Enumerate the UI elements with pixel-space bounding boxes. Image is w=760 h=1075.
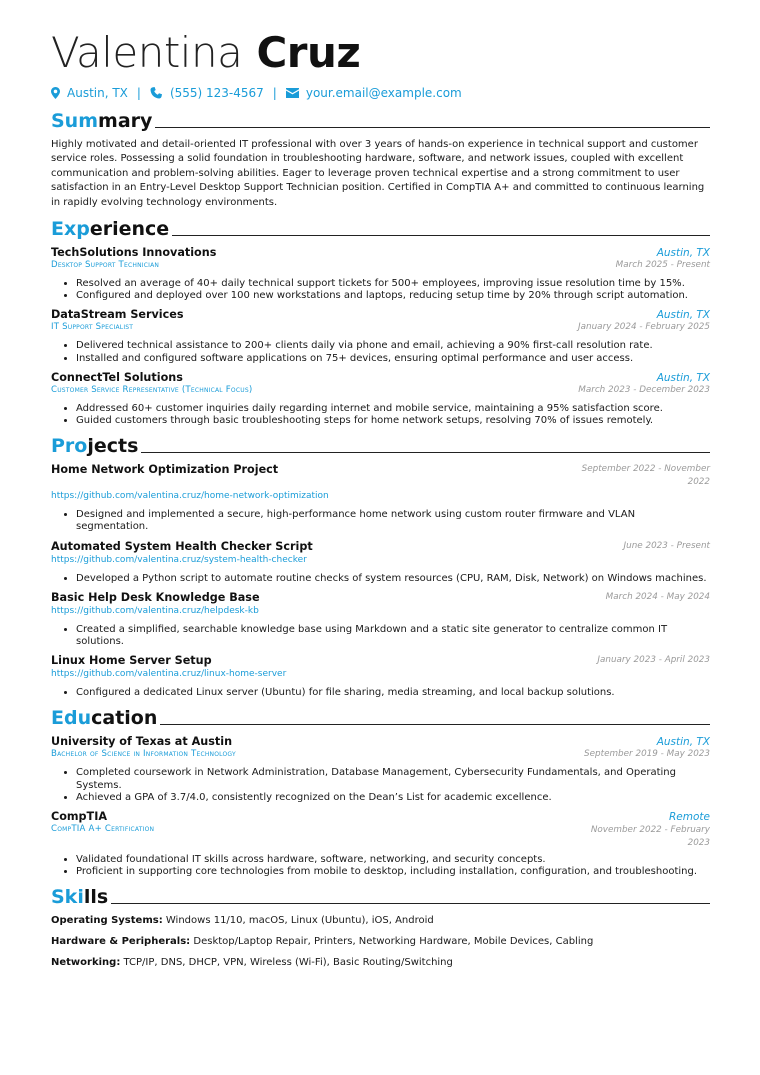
experience-heading — [51, 216, 710, 240]
title-rest: erience — [89, 218, 170, 241]
bullet-item: • Guided customers through basic troubleshooting steps for home network setups, resolving 70% of issues remotely. — [76, 415, 710, 427]
contact-phone[interactable] — [150, 86, 264, 100]
education-dates: September 2019 - May 2023 — [584, 749, 710, 760]
section-rule — [111, 903, 710, 904]
project-entry — [51, 591, 710, 648]
education-dates — [591, 824, 710, 850]
last-name: Cruz — [256, 28, 361, 77]
section-title — [51, 435, 138, 457]
job-location: Austin, TX — [656, 247, 710, 260]
job-title: Customer Service Representative (Technical Focus) — [51, 384, 253, 395]
section-title — [51, 110, 152, 132]
location-text: Austin, TX — [67, 86, 128, 100]
email-text: your.email@example.com — [305, 86, 462, 100]
contact-separator: | — [136, 86, 141, 100]
date-line: 2023 — [687, 838, 710, 849]
date-line: November 2022 - February — [590, 825, 710, 836]
skill-label: Networking: — [51, 957, 121, 969]
skills-list — [51, 914, 710, 969]
company-name: DataStream Services — [51, 308, 184, 322]
date-line: September 2022 - November — [581, 464, 710, 475]
section-title — [51, 218, 169, 240]
bullet-list — [51, 767, 710, 804]
map-pin-icon — [51, 87, 60, 99]
skill-value: TCP/IP, DNS, DHCP, VPN, Wireless (Wi-Fi), Basic Routing/Switching — [123, 957, 453, 969]
title-accent: Exp — [51, 218, 90, 241]
bullet-item: • Created a simplified, searchable knowledge base using Markdown and a static site generator to centralize common IT solutions. — [76, 624, 710, 648]
job-dates: March 2023 - December 2023 — [578, 384, 710, 395]
job-dates: January 2024 - February 2025 — [578, 322, 710, 333]
bullet-list — [51, 340, 710, 364]
project-link[interactable]: https://github.com/valentina.cruz/helpdesk-kb — [51, 605, 259, 616]
bullet-item: • Developed a Python script to automate routine checks of system resources (CPU, RAM, Disk, Network) on Windows machines. — [76, 573, 710, 585]
title-accent: Sum — [51, 110, 99, 132]
section-rule — [160, 724, 710, 725]
project-name: Basic Help Desk Knowledge Base — [51, 590, 260, 604]
degree-title: Bachelor of Science in Information Technology — [51, 749, 236, 760]
experience-entry — [51, 371, 710, 427]
bullet-item: • Proficient in supporting core technologies from mobile to desktop, including installation, configuration, and troubleshooting. — [76, 866, 710, 878]
section-title — [51, 707, 157, 729]
job-dates: March 2025 - Present — [615, 260, 710, 271]
institution-name: CompTIA — [51, 810, 108, 824]
title-rest: mary — [98, 110, 153, 132]
bullet-list — [51, 573, 710, 585]
job-location: Austin, TX — [656, 309, 710, 322]
section-rule — [155, 127, 710, 128]
phone-text: (555) 123-4567 — [169, 86, 264, 100]
skill-line — [51, 956, 710, 969]
title-accent: Ski — [51, 886, 84, 909]
candidate-name — [51, 0, 710, 78]
project-dates: January 2023 - April 2023 — [597, 655, 710, 666]
skill-value: Windows 11/10, macOS, Linux (Ubuntu), iOS, Android — [165, 915, 434, 927]
project-dates: March 2024 - May 2024 — [605, 591, 710, 602]
first-name: Valentina — [51, 28, 243, 77]
institution-name: University of Texas at Austin — [51, 735, 233, 749]
institution-location: Austin, TX — [656, 736, 710, 749]
bullet-item: • Delivered technical assistance to 200+ clients daily via phone and email, achieving a 90% first-call resolution rate. — [76, 340, 710, 352]
bullet-list — [51, 278, 710, 302]
skill-line — [51, 914, 710, 927]
institution-location: Remote — [669, 811, 710, 824]
skills-heading — [51, 884, 710, 908]
company-name: ConnectTel Solutions — [51, 370, 183, 384]
bullet-item: • Configured a dedicated Linux server (Ubuntu) for file sharing, media streaming, and local backup solutions. — [76, 687, 710, 699]
project-entry — [51, 540, 710, 585]
summary-heading — [51, 108, 710, 132]
job-location: Austin, TX — [656, 371, 710, 384]
contact-separator: | — [272, 86, 277, 100]
job-title: Desktop Support Technician — [51, 260, 160, 271]
summary-text: Highly motivated and detail-oriented IT professional with over 3 years of hands-on experience in technical support and customer service roles. Possessing a solid foundation in troubleshooting hardware, software, and network issues, coupled with excellent communication and problem-solving abilities. Eager to leverage proven technical expertise and a strong commitment to user satisfaction in an Entry-Level Desktop Support Technician position. Certified in CompTIA A+ and committed to continuous learning in rapidly evolving technology environments. — [51, 139, 705, 208]
education-entry — [51, 735, 710, 804]
title-rest: jects — [87, 435, 139, 458]
project-link[interactable]: https://github.com/valentina.cruz/linux-home-server — [51, 669, 287, 680]
experience-entry — [51, 308, 710, 364]
skill-label: Hardware & Peripherals: — [51, 936, 191, 948]
project-link[interactable]: https://github.com/valentina.cruz/system-health-checker — [51, 554, 307, 565]
degree-title: CompTIA A+ Certification — [51, 824, 155, 835]
phone-icon — [150, 87, 163, 100]
skill-label: Operating Systems: — [51, 915, 163, 927]
skill-value: Desktop/Laptop Repair, Printers, Networking Hardware, Mobile Devices, Cabling — [193, 936, 594, 948]
bullet-item: • Installed and configured software applications on 75+ devices, ensuring optimal performance and user access. — [76, 353, 710, 365]
project-name: Automated System Health Checker Script — [51, 539, 313, 553]
contact-location — [51, 86, 128, 100]
bullet-item: • Configured and deployed over 100 new workstations and laptops, reducing setup time by 20% through script automation. — [76, 290, 710, 302]
date-line: 2022 — [687, 477, 710, 488]
company-name: TechSolutions Innovations — [51, 246, 217, 260]
experience-entry — [51, 246, 710, 302]
job-title: IT Support Specialist — [51, 322, 134, 333]
bullet-item: • Designed and implemented a secure, high-performance home network using custom router firmware and VLAN segmentation. — [76, 509, 710, 533]
section-rule — [141, 452, 710, 453]
bullet-list — [51, 509, 710, 533]
section-title — [51, 886, 108, 908]
bullet-item: • Completed coursework in Network Administration, Database Management, Cybersecurity Fundamentals, and Operating Systems. — [76, 767, 710, 791]
project-name: Linux Home Server Setup — [51, 654, 212, 668]
project-dates: June 2023 - Present — [623, 540, 710, 551]
title-rest: cation — [91, 707, 158, 730]
bullet-list — [51, 403, 710, 427]
bullet-list — [51, 854, 710, 878]
title-accent: Pro — [51, 435, 88, 458]
title-accent: Edu — [51, 707, 92, 730]
project-entry — [51, 463, 710, 533]
project-entry — [51, 654, 710, 699]
education-entry — [51, 810, 710, 878]
contact-email[interactable] — [286, 86, 462, 100]
project-dates — [582, 463, 710, 489]
bullet-list — [51, 624, 710, 648]
education-heading — [51, 705, 710, 729]
bullet-item: • Addressed 60+ customer inquiries daily regarding internet and mobile service, maintaining a 95% satisfaction score. — [76, 403, 710, 415]
bullet-item: • Achieved a GPA of 3.7/4.0, consistently recognized on the Dean’s List for academic excellence. — [76, 792, 710, 804]
projects-heading — [51, 433, 710, 457]
project-name: Home Network Optimization Project — [51, 463, 279, 477]
bullet-list — [51, 687, 710, 699]
bullet-item: • Resolved an average of 40+ daily technical support tickets for 500+ employees, improving issue resolution time by 15%. — [76, 278, 710, 290]
contact-line — [51, 84, 710, 102]
section-rule — [172, 235, 710, 236]
project-link[interactable]: https://github.com/valentina.cruz/home-network-optimization — [51, 491, 329, 502]
title-rest: lls — [83, 886, 109, 909]
bullet-item: • Validated foundational IT skills across hardware, software, networking, and security concepts. — [76, 854, 710, 866]
skill-line — [51, 935, 710, 948]
envelope-icon — [286, 88, 299, 98]
